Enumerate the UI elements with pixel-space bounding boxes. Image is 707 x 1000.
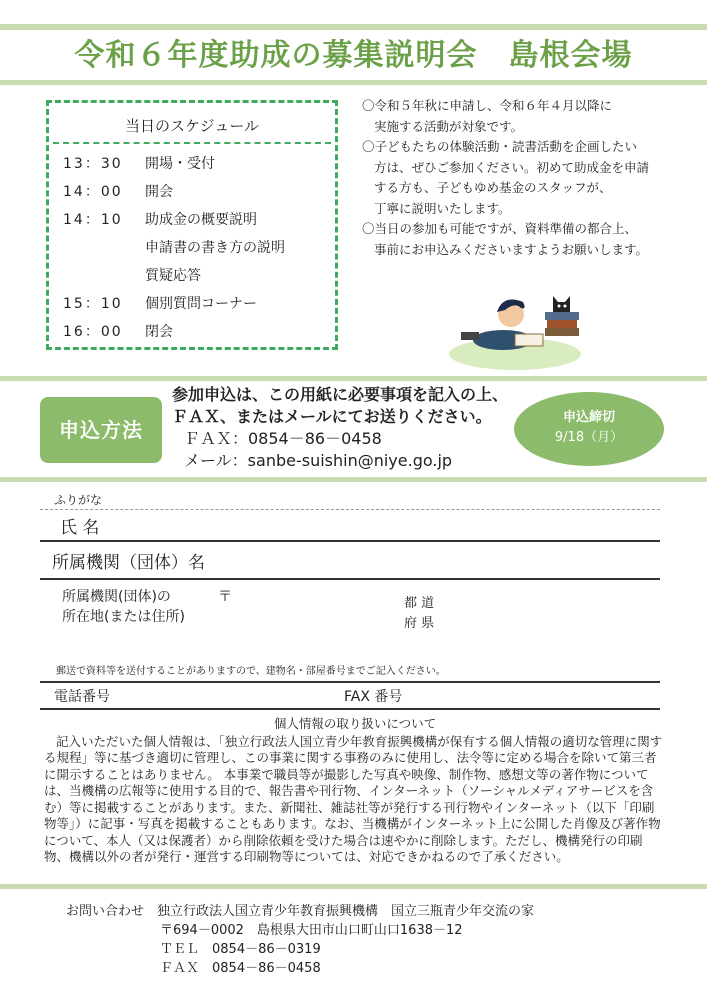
privacy-band-bottom (0, 884, 707, 889)
application-band-bottom (0, 477, 707, 482)
contact-fax: ＦＡＸ 0854－86－0458 (160, 961, 321, 976)
organization-field-label: 所属機関（団体）名 (52, 553, 205, 573)
contact-label: お問い合わせ (66, 904, 145, 919)
page-title: 令和６年度助成の募集説明会 島根会場 (74, 38, 633, 73)
schedule-row: 14：00 開会 (63, 184, 173, 200)
schedule-row: 13：30 開場・受付 (63, 156, 215, 172)
privacy-heading: 個人情報の取り扱いについて (273, 716, 437, 731)
address-label-line2: 所在地(または住所) (62, 609, 185, 625)
organization-field-line[interactable] (40, 578, 660, 580)
event-notes: 〇令和５年秋に申請し、令和６年４月以降に 実施する活動が対象です。 〇子どもたちの体験活動・読書活動を企画したい 方は、ぜひご参加ください。初めて助成金を申請 する方も、子どもゆめ基金のスタッフが、 丁寧に説明いたします。 〇当日の参加も可能ですが、資料準備の都合上、 事前にお申込みくださいますようお願いします。 (362, 98, 650, 257)
address-field-line[interactable] (40, 681, 660, 683)
privacy-body: 記入いただいた個人情報は、「独立行政法人国立青少年教育振興機構が保有する個人情報の適切な管理に関する規程」等に基づき適切に管理し、この事業に関する事務のみに使用し、法令等に定める場合を除いて第三者に開示することはありません。 本事業で職員等が撮影した写真や映像、制作物、感想文等の著作物については、当機構の広報等に使用する目的で、報告書や刊行物、インターネット（ソーシャルメディアサービスを含む）等に掲載することがあります。また、新聞社、雑誌社等が発行する刊行物やインターネット（以下「印刷物等」）に記事・写真を掲載することもあります。なお、当機構がインターネット上に公開した肖像及び著作物について、本人（又は保護者）から削除依頼を受けた場合は速やかに削除します。ただし、機構発行の印刷物、機構以外の者が発行・運営する印刷物等については、対応できかねるので了承ください。 (44, 733, 663, 864)
fax-field-label: FAX 番号 (344, 689, 403, 705)
furigana-label: ふりがな (54, 493, 103, 507)
phone-field-label: 電話番号 (54, 689, 110, 705)
fax-number: ＦＡＸ：0854－86－0458 (184, 429, 382, 448)
phone-fax-field-line[interactable] (40, 708, 660, 710)
schedule-row: 14：10 助成金の概要説明 (63, 212, 257, 228)
email-address: メール：sanbe-suishin@niye.go.jp (184, 451, 453, 470)
name-field-line[interactable] (40, 540, 660, 542)
boy-reading-with-cat-illustration (445, 282, 585, 372)
application-method-label: 申込方法 (40, 397, 162, 463)
prefecture-label-1: 都 道 (404, 596, 435, 611)
name-field-label: 氏 名 (60, 518, 100, 538)
deadline-badge: 申込締切 9/18（月） (514, 392, 664, 466)
address-label-line1: 所属機関(団体)の (62, 589, 171, 605)
schedule-row: 質疑応答 (145, 268, 201, 284)
schedule-row: 申請書の書き方の説明 (145, 240, 285, 256)
postal-mark: 〒 (218, 589, 232, 605)
contact-section (66, 902, 534, 978)
schedule-row: 15：10 個別質問コーナー (63, 296, 257, 312)
application-instructions: 参加申込は、この用紙に必要事項を記入の上、 ＦＡＸ、またはメールにてお送りください。 ＦＡＸ：0854－86－0458 メール：sanbe-suishin@niye.go.jp (172, 385, 509, 470)
privacy-section (44, 716, 666, 866)
application-band-top (0, 376, 707, 381)
schedule-row: 16：00 閉会 (63, 324, 173, 340)
furigana-divider (40, 509, 660, 510)
schedule-heading: 当日のスケジュール (53, 103, 331, 144)
title-underline (0, 80, 707, 85)
contact-address: 〒694－0002 島根県大田市山口町山口1638－12 (160, 923, 463, 938)
schedule-box (46, 100, 338, 350)
contact-phone: ＴＥＬ 0854－86－0319 (160, 942, 321, 957)
contact-organization: 独立行政法人国立青少年教育振興機構 国立三瓶青少年交流の家 (157, 904, 535, 919)
prefecture-label-2: 府 県 (404, 616, 435, 631)
address-note: 郵送で資料等を送付することがありますので、建物名・部屋番号までご記入ください。 (56, 666, 446, 677)
